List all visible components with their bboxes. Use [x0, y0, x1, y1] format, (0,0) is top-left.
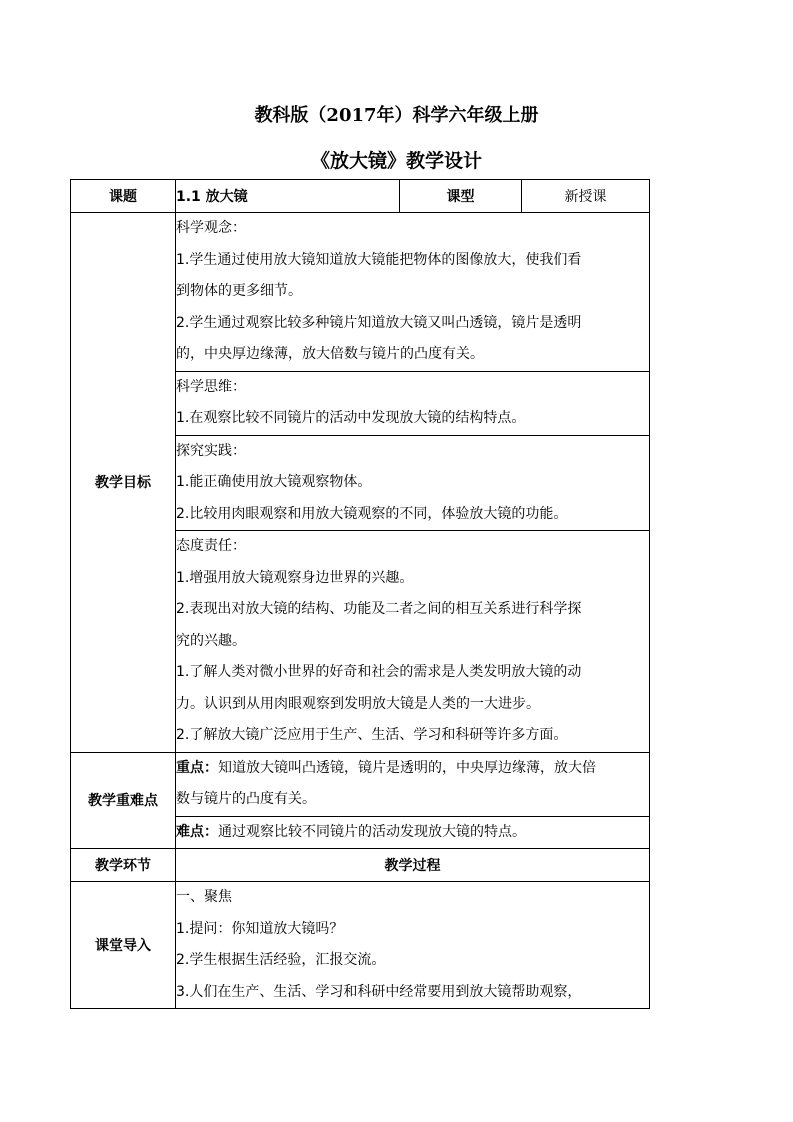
- attitude-line: 力。认识到从用肉眼观察到发明放大镜是人类的一大进步。: [176, 695, 540, 712]
- intro-line: 1.提问：你知道放大镜吗？: [176, 920, 344, 937]
- intro-label: 课堂导入: [71, 882, 176, 1009]
- key-point-label: 重点：: [176, 759, 218, 776]
- inquiry-practice-line: 2.比较用肉眼观察和用放大镜观察的不同，体验放大镜的功能。: [176, 505, 568, 522]
- difficult-point-cell: [176, 816, 650, 849]
- intro-line: 2.学生根据生活经验，汇报交流。: [176, 952, 386, 968]
- difficult-point-text: 通过观察比较不同镜片的活动发现放大镜的特点。: [218, 823, 526, 840]
- science-concept-line: 到物体的更多细节。: [176, 283, 302, 299]
- stage-label: 教学环节: [71, 849, 176, 882]
- document-subtitle: 《放大镜》教学设计: [310, 150, 482, 172]
- lesson-label: 课题: [71, 180, 176, 213]
- attitude-line: 2.了解放大镜广泛应用于生产、生活、学习和科研等许多方面。: [176, 727, 568, 743]
- science-concept-line: 的，中央厚边缘薄，放大倍数与镜片的凸度有关。: [176, 346, 484, 362]
- attitude-cell: [176, 531, 650, 753]
- lesson-value: 1.1 放大镜: [176, 180, 400, 213]
- difficult-point-label: 难点：: [176, 823, 218, 840]
- key-point-text: 知道放大镜叫凸透镜，镜片是透明的，中央厚边缘薄，放大倍: [218, 759, 596, 776]
- science-concept-line: 2.学生通过观察比较多种镜片知道放大镜又叫凸透镜，镜片是透明: [176, 314, 582, 331]
- key-points-row: [71, 752, 650, 816]
- intro-line: 一、聚焦: [176, 889, 232, 905]
- science-thinking-heading: 科学思维：: [176, 378, 246, 395]
- key-point-cell: [176, 752, 650, 816]
- intro-cell: [176, 882, 650, 1009]
- attitude-line: 2.表现出对放大镜的结构、功能及二者之间的相互关系进行科学探: [176, 601, 582, 617]
- objectives-label: 教学目标: [71, 213, 176, 753]
- intro-row: [71, 882, 650, 1009]
- objectives-row-concept: [71, 213, 650, 372]
- science-concept-cell: [176, 213, 650, 372]
- inquiry-practice-line: 1.能正确使用放大镜观察物体。: [176, 474, 372, 490]
- inquiry-practice-cell: [176, 435, 650, 531]
- science-concept-line: 1.学生通过使用放大镜知道放大镜能把物体的图像放大，使我们看: [176, 251, 582, 268]
- type-value: 新授课: [522, 180, 650, 213]
- key-points-label: 教学重难点: [71, 752, 176, 849]
- header-row: [71, 180, 650, 213]
- science-thinking-line: 1.在观察比较不同镜片的活动中发现放大镜的结构特点。: [176, 410, 526, 426]
- attitude-heading: 态度责任：: [176, 538, 246, 554]
- intro-line: 3.人们在生产、生活、学习和科研中经常要用到放大镜帮助观察，: [176, 983, 582, 1000]
- science-concept-heading: 科学观念：: [176, 220, 246, 236]
- process-header-row: [71, 849, 650, 882]
- type-label: 课型: [400, 180, 522, 213]
- process-label: 教学过程: [176, 849, 650, 882]
- attitude-line: 1.了解人类对微小世界的好奇和社会的需求是人类发明放大镜的动: [176, 664, 582, 680]
- attitude-line: 究的兴趣。: [176, 632, 246, 649]
- lesson-plan-table: [70, 179, 650, 1009]
- science-thinking-cell: [176, 371, 650, 435]
- attitude-line: 1.增强用放大镜观察身边世界的兴趣。: [176, 569, 414, 586]
- document-title: 教科版（2017年）科学六年级上册: [254, 105, 539, 126]
- key-point-text-cont: 数与镜片的凸度有关。: [176, 791, 316, 807]
- inquiry-practice-heading: 探究实践：: [176, 442, 246, 459]
